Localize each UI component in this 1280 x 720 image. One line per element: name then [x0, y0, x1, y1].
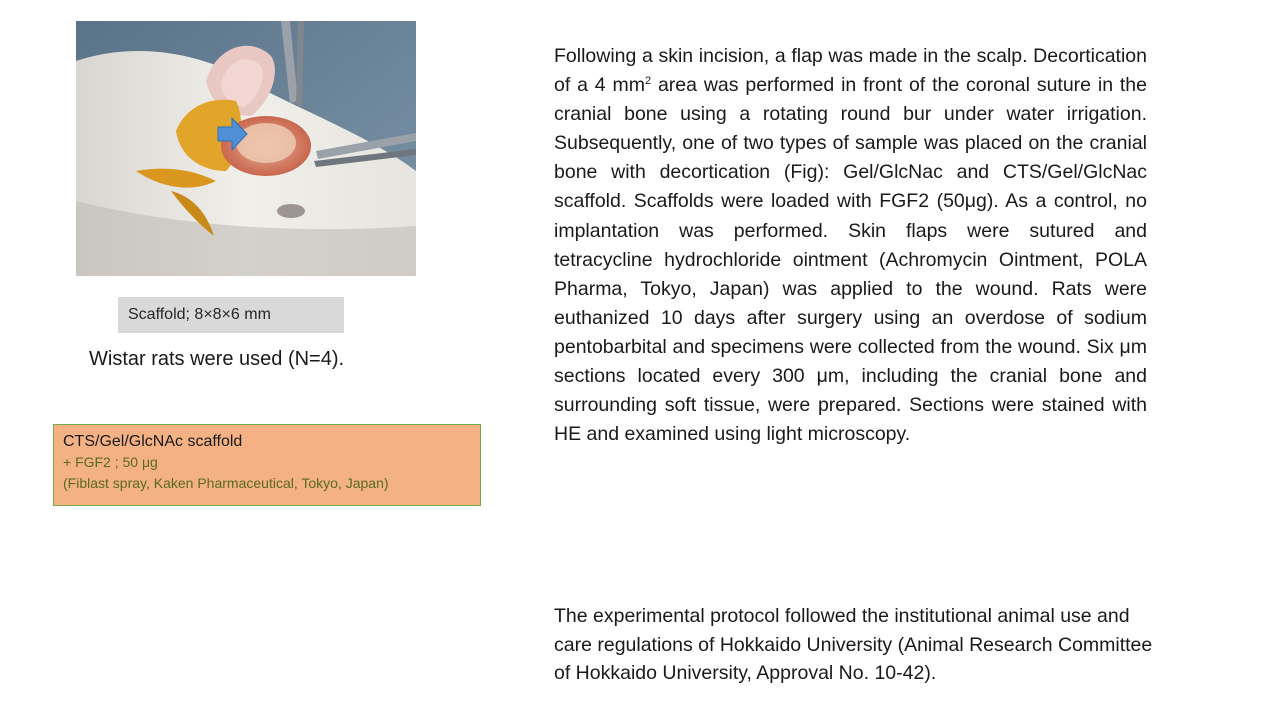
sample-fgf2-dose: + FGF2 ; 50 μg [63, 454, 158, 470]
rats-used-text: Wistar rats were used (N=4). [89, 348, 345, 370]
methods-text-rest: area was performed in front of the coronal suture in the cranial bone using a rotating round bur under water irrigation. Subsequently, one of two types of sample was placed on the cranial bone with decortication (Fig): Gel/GlcNac and CTS/Gel/GlcNac scaffold. Scaffolds were loaded with FGF2 (50μg). As a control, no implantation was performed. Skin flaps were sutured and tetracycline hydrochloride ointment (Achromycin Ointment, POLA Pharma, Tokyo, Japan) was applied to the wound. Rats were euthanized 10 days after surgery using an overdose of sodium pentobarbital and specimens were collected from the wound. Six μm sections located every 300 μm, including the cranial bone and surrounding soft tissue, were prepared. Sections were stained with HE and examined using light microscopy. [554, 74, 1147, 446]
protocol-paragraph: The experimental protocol followed the institutional animal use and care regulations of Hokkaido University (Animal Research Committee of Hokkaido University, Approval No. 10-42). [554, 605, 1153, 684]
superscript-two: 2 [644, 75, 652, 88]
scaffold-on-bone [236, 123, 296, 163]
scaffold-size-label: Scaffold; 8×8×6 mm [118, 297, 344, 333]
surgical-photo [76, 21, 416, 276]
surgical-photo-illustration [76, 21, 416, 276]
sample-fgf2-source: (Fiblast spray, Kaken Pharmaceutical, Tokyo, Japan) [63, 475, 389, 491]
sample-description-box [53, 424, 481, 506]
rat-eye [277, 204, 305, 218]
sample-title: CTS/Gel/GlcNAc scaffold [63, 433, 243, 450]
methods-text-start: Following a skin incision, a flap was made in the scalp. Decortication of a 4 mm [554, 45, 1147, 97]
methods-paragraph [554, 42, 1147, 449]
